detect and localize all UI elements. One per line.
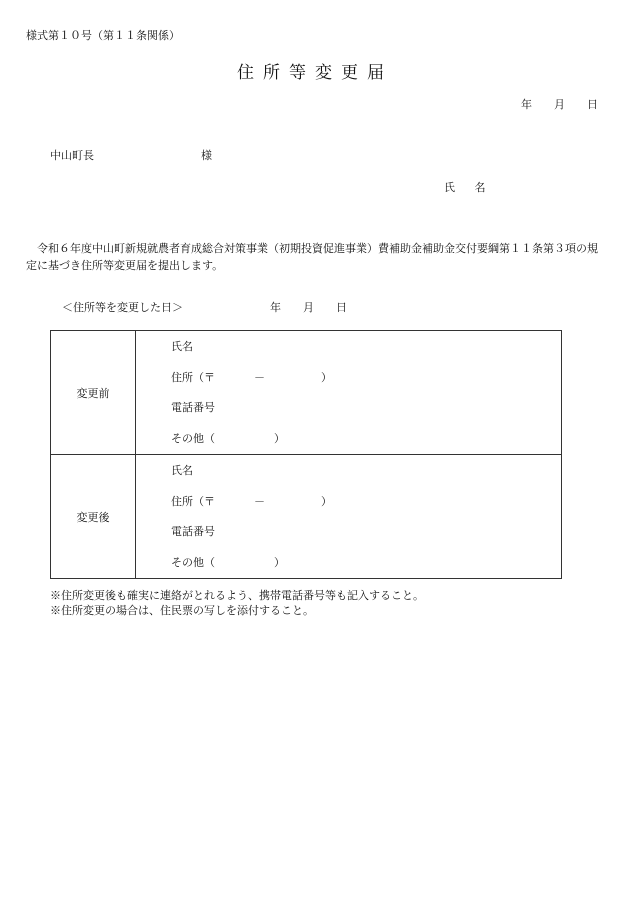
other-field-label: その他（: [171, 555, 215, 569]
section-fields-after: [136, 455, 562, 579]
name-field[interactable]: [136, 332, 561, 363]
section-after: [51, 455, 562, 579]
name-field-label: 氏名: [171, 464, 193, 477]
address-close-paren: ）: [321, 370, 332, 384]
note-item: ※住所変更後も確実に連絡がとれるよう、携帯電話番号等も記入すること。: [50, 589, 424, 602]
postal-dash: －: [254, 370, 265, 384]
phone-field[interactable]: [136, 393, 561, 424]
section-fields-before: [136, 331, 562, 455]
body-text: 令和６年度中山町新規就農者育成総合対策事業（初期投資促進事業）費補助金補助金交付要綱第１１条第３項の規定に基づき住所等変更届を提出します。: [26, 242, 598, 272]
change-date-year: 年: [270, 301, 281, 314]
form-number: 様式第１０号（第１１条関係）: [26, 29, 180, 42]
submission-date: [521, 96, 598, 112]
phone-field-label: 電話番号: [171, 401, 215, 414]
page-title: 住所等変更届: [237, 63, 393, 83]
date-day-label: 日: [587, 98, 598, 111]
addressee-name: 中山町長: [50, 149, 94, 162]
address-close-paren: ）: [321, 494, 332, 508]
change-form-table: [50, 330, 562, 579]
change-date-label: ＜住所等を変更した日＞: [62, 301, 183, 314]
other-field-label: その他（: [171, 431, 215, 445]
date-month-label: 月: [554, 98, 565, 111]
other-close-paren: ）: [274, 431, 285, 445]
other-field[interactable]: [136, 424, 561, 455]
name-field-label: 氏名: [171, 340, 193, 353]
address-field-label: 住所（〒: [171, 494, 215, 508]
change-date-month: 月: [303, 301, 314, 314]
section-label-after: 変更後: [51, 455, 136, 579]
phone-field-label: 電話番号: [171, 525, 215, 538]
section-before: [51, 331, 562, 455]
change-date-day: 日: [336, 301, 347, 314]
note-item: ※住所変更の場合は、住民票の写しを添付すること。: [50, 604, 314, 617]
change-date-fields: [270, 299, 347, 315]
section-label-before: 変更前: [51, 331, 136, 455]
address-field[interactable]: [136, 487, 561, 518]
notes: [50, 588, 424, 618]
address-field[interactable]: [136, 363, 561, 394]
phone-field[interactable]: [136, 517, 561, 548]
applicant-name-label: 氏 名: [444, 181, 494, 194]
postal-dash: －: [254, 494, 265, 508]
name-field[interactable]: [136, 456, 561, 487]
address-field-label: 住所（〒: [171, 370, 215, 384]
other-close-paren: ）: [274, 555, 285, 569]
other-field[interactable]: [136, 548, 561, 579]
date-year-label: 年: [521, 98, 532, 111]
addressee-honorific: 様: [201, 149, 212, 162]
